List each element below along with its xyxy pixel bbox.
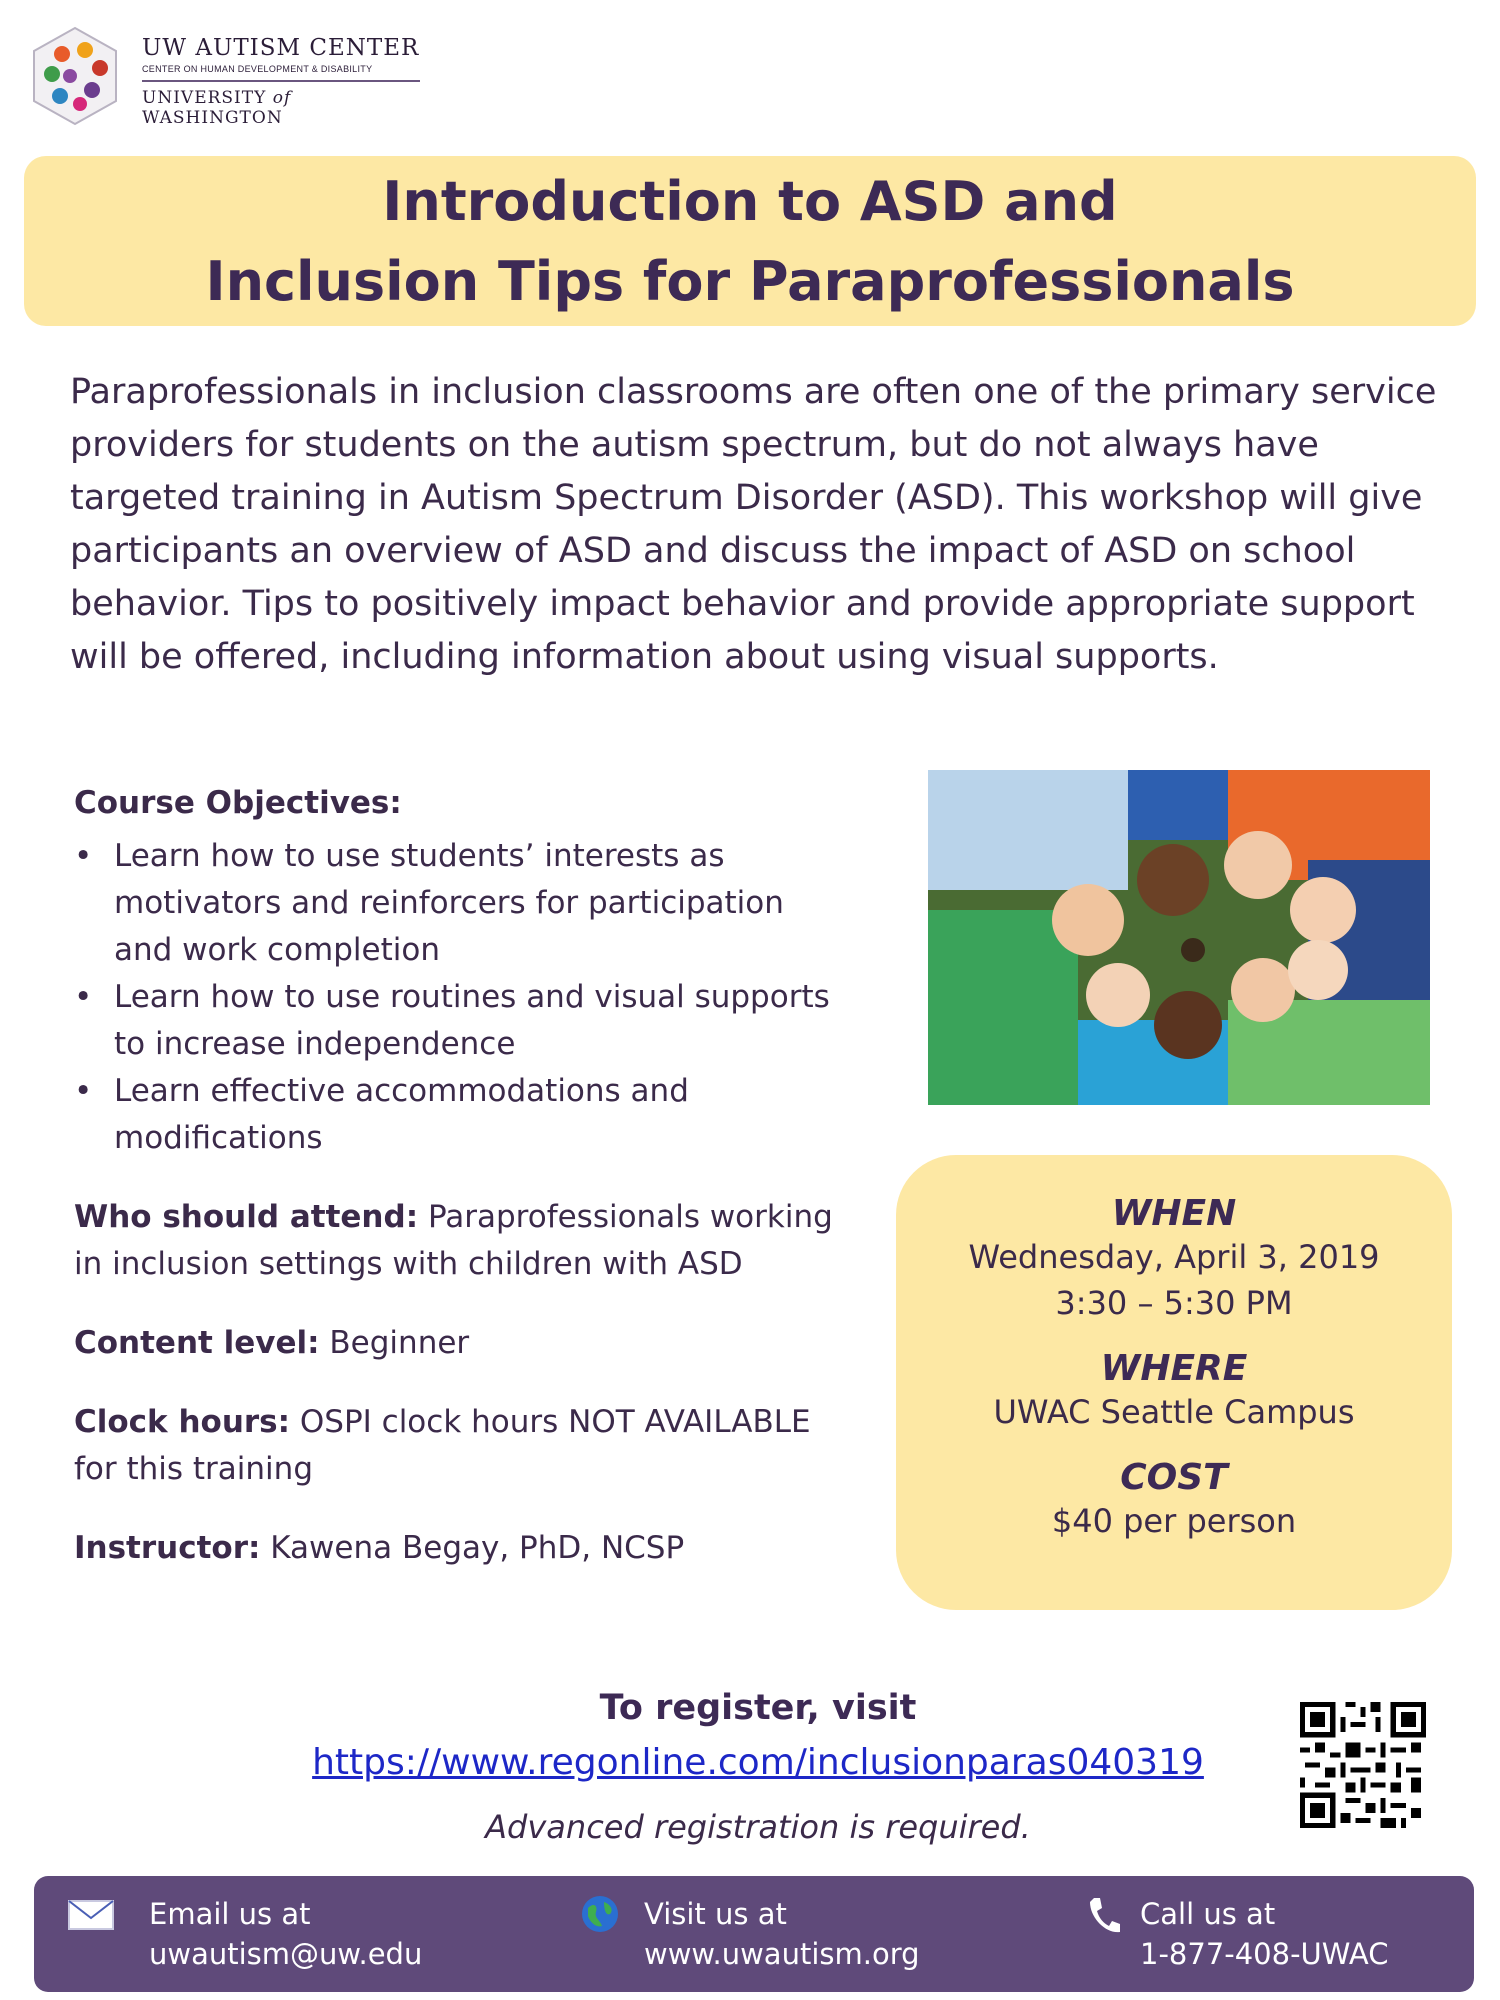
phone-number[interactable]: 1-877-408-UWAC [1140, 1937, 1389, 1971]
course-details [74, 780, 834, 1572]
list-item: • Learn how to use routines and visual supports to increase independence [74, 979, 830, 1062]
phone-icon [1086, 1896, 1122, 1936]
phone-label: Call us at [1140, 1897, 1276, 1931]
list-item: • Learn effective accommodations and modifications [74, 1073, 689, 1156]
event-time: 3:30 – 5:30 PM [1055, 1284, 1293, 1322]
children-photo [928, 770, 1430, 1105]
uw-autism-logo [30, 26, 120, 126]
objectives-list [74, 833, 834, 1162]
instructor-info: Instructor: Kawena Begay, PhD, NCSP [74, 1530, 685, 1566]
org-name: UW AUTISM CENTER [142, 35, 420, 61]
website-url[interactable]: www.uwautism.org [644, 1937, 920, 1971]
list-item: • Learn how to use students’ interests as motivators and reinforcers for participation and work completion [74, 838, 784, 968]
registration-link[interactable]: https://www.regonline.com/inclusionparas040319 [312, 1742, 1204, 1783]
register-heading: To register, visit [599, 1688, 917, 1728]
intro-paragraph: Paraprofessionals in inclusion classrooms are often one of the primary service providers for students on the autism spectrum, but do not always have targeted training in Autism Spectrum Disorder (ASD). This workshop will give participants an overview of ASD and discuss the impact of ASD on school behavior. Tips to positively impact behavior and provide appropriate support will be offered, including information about using visual supports. [70, 372, 1437, 677]
envelope-icon [68, 1900, 114, 1930]
page-title-line-2: Inclusion Tips for Paraprofessionals [205, 250, 1295, 313]
clock-hours-info: Clock hours: OSPI clock hours NOT AVAILABLE for this training [74, 1404, 811, 1487]
registration-note: Advanced registration is required. [485, 1808, 1031, 1846]
page-title-line-1: Introduction to ASD and [382, 170, 1118, 233]
objectives-heading: Course Objectives: [74, 785, 402, 821]
email-label: Email us at [149, 1897, 311, 1931]
divider [142, 80, 420, 82]
org-subtitle: CENTER ON HUMAN DEVELOPMENT & DISABILITY [142, 64, 373, 74]
cost-heading: COST [1120, 1457, 1228, 1498]
event-cost: $40 per person [1051, 1502, 1297, 1540]
event-date: Wednesday, April 3, 2019 [968, 1238, 1380, 1276]
org-branding [142, 34, 422, 128]
university-name: UNIVERSITY of WASHINGTON [142, 88, 292, 128]
website-label: Visit us at [644, 1897, 787, 1931]
content-level-info: Content level: Beginner [74, 1325, 470, 1361]
where-heading: WHERE [1100, 1348, 1248, 1389]
event-location: UWAC Seattle Campus [993, 1393, 1355, 1431]
email-contact [149, 1894, 422, 1974]
title-banner [24, 156, 1476, 326]
phone-contact [1140, 1894, 1388, 1974]
event-details-box [896, 1155, 1452, 1610]
audience-info: Who should attend: Paraprofessionals working in inclusion settings with children with ASD [74, 1199, 833, 1282]
qr-code[interactable] [1300, 1702, 1426, 1828]
globe-icon [580, 1894, 620, 1934]
contact-footer [34, 1876, 1474, 1992]
website-contact [644, 1894, 920, 1974]
when-heading: WHEN [1111, 1193, 1237, 1234]
email-address[interactable]: uwautism@uw.edu [149, 1937, 423, 1971]
